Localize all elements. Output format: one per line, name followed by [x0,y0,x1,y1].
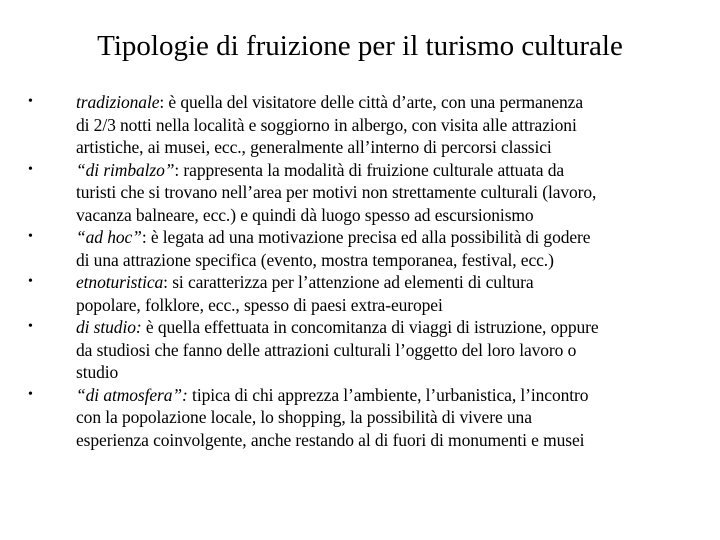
bullet-line: esperienza coinvolgente, anche restando al di fuori di monumenti e musei [76,429,585,450]
bullet-list [0,91,720,451]
bullet-line [76,316,688,339]
bullet-item-etnoturistica [0,271,688,316]
bullet-item-tradizionale [0,91,688,159]
bullet-line [76,226,688,249]
bullet-line [76,159,688,182]
bullet-line: da studiosi che fanno delle attrazioni culturali l’oggetto del loro lavoro o [76,339,577,360]
bullet-text: : è legata ad una motivazione precisa ed alla possibilità di godere [141,227,591,247]
bullet-term: etnoturistica [76,272,164,292]
bullet-line: popolare, folklore, ecc., spesso di paesi extra-europei [76,294,443,315]
bullet-icon: • [28,319,33,334]
slide-title: Tipologie di fruizione per il turismo culturale [97,30,623,62]
bullet-text: : è quella del visitatore delle città d’arte, con una permanenza [159,92,583,112]
bullet-icon: • [28,386,33,402]
bullet-term: “ad hoc” [76,227,142,247]
bullet-text: tipica di chi apprezza l’ambiente, l’urbanistica, l’incontro [187,384,589,405]
bullet-term: di studio: [76,317,142,337]
bullet-item-ad-hoc [0,226,688,271]
bullet-line: con la popolazione locale, lo shopping, la possibilità di vivere una [76,407,532,427]
bullet-text: : rappresenta la modalità di fruizione culturale attuata da [174,159,565,180]
bullet-text: : si caratterizza per l’attenzione ad elementi di cultura [163,272,534,292]
bullet-line: artistiche, ai musei, ecc., generalmente all’interno di percorsi classici [76,137,552,157]
bullet-icon: • [28,161,33,177]
bullet-icon: • [28,94,33,109]
bullet-item-di-atmosfera [0,384,688,452]
bullet-line [76,271,688,294]
bullet-term: tradizionale [76,92,160,112]
bullet-line [76,91,688,114]
bullet-term: “di rimbalzo” [76,159,175,180]
bullet-text: è quella effettuata in concomitanza di viaggi di istruzione, oppure [141,317,599,337]
bullet-line [76,384,688,407]
bullet-icon: • [28,274,33,289]
bullet-line: di una attrazione specifica (evento, mostra temporanea, festival, ecc.) [76,249,554,270]
bullet-icon: • [28,229,33,244]
bullet-line: di 2/3 notti nella località e soggiorno in albergo, con visita alle attrazioni [76,114,577,135]
bullet-term: “di atmosfera”: [76,384,188,405]
bullet-line: studio [76,362,119,382]
bullet-item-di-studio [0,316,688,384]
bullet-line: vacanza balneare, ecc.) e quindi dà luogo spesso ad escursionismo [76,204,534,225]
bullet-item-di-rimbalzo [0,159,688,227]
bullet-line: turisti che si trovano nell’area per motivi non strettamente culturali (lavoro, [76,182,597,202]
